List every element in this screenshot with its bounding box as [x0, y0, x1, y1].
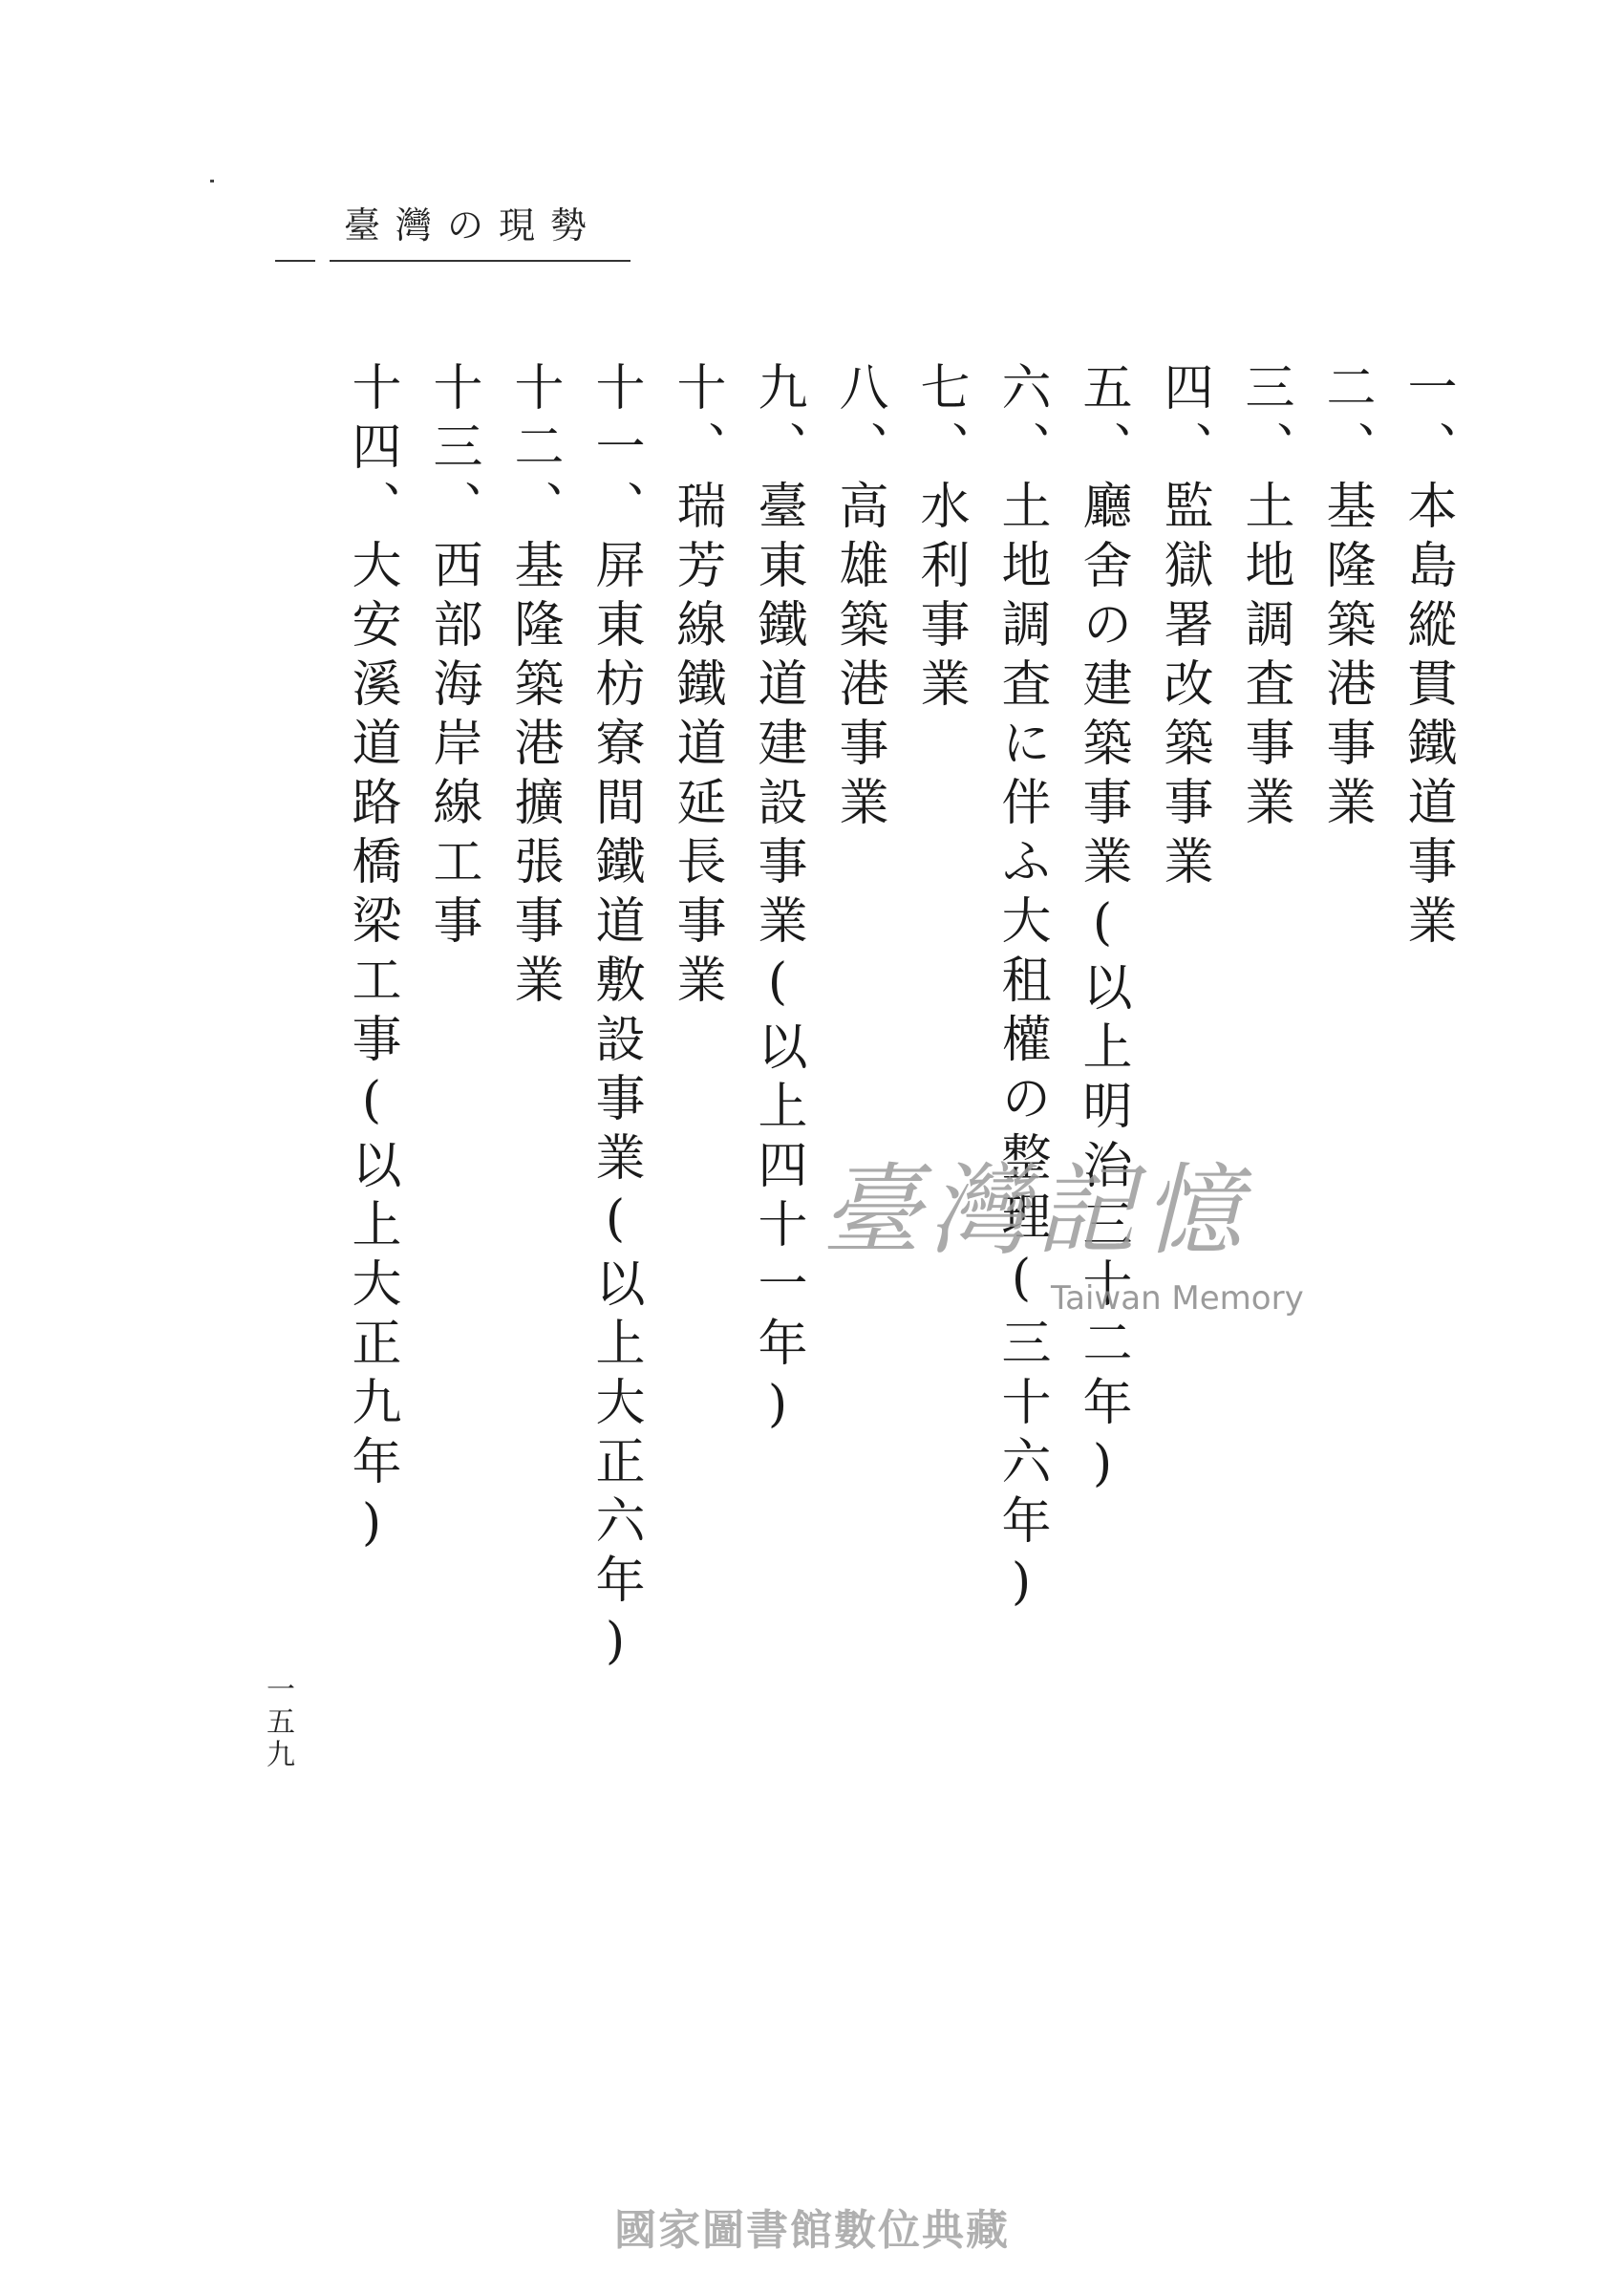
- project-item: 二、基隆築港事業: [1317, 361, 1375, 835]
- watermark-cjk-text: 臺灣記憶: [822, 1152, 1250, 1269]
- footer-credit: 國家圖書館數位典藏: [614, 2206, 1010, 2255]
- project-item: 八、高雄築港事業: [830, 361, 887, 835]
- project-item: 十三、西部海岸線工事: [424, 361, 481, 954]
- project-item: 十、瑞芳線鐵道延長事業: [668, 361, 725, 1013]
- header-rule-short: [275, 260, 315, 262]
- project-item: 六、土地調査に伴ふ大租權の整理(三十六年): [993, 361, 1050, 1620]
- page-number: 一五九: [261, 1674, 294, 1771]
- project-item: 四、監獄署改築事業: [1155, 361, 1212, 894]
- project-item: 十二、基隆築港擴張事業: [505, 361, 563, 1013]
- running-header-title: 臺灣の現勢: [343, 204, 602, 246]
- project-item: 一、本島縱貫鐵道事業: [1399, 361, 1456, 954]
- project-item: 九、臺東鐵道建設事業(以上四十一年): [749, 361, 806, 1443]
- header-rule-long: [330, 260, 630, 262]
- project-item: 十四、大安溪道路橋梁工事(以上大正九年): [343, 361, 400, 1561]
- project-item: 七、水利事業: [911, 361, 969, 717]
- project-item: 五、廳舍の建築事業(以上明治三十二年): [1074, 361, 1131, 1502]
- project-item: 十一、屏東枋寮間鐵道敷設事業(以上大正六年): [587, 361, 644, 1680]
- page-speck: [210, 180, 214, 182]
- watermark-latin-text: Taiwan Memory: [1051, 1279, 1304, 1318]
- taiwan-memory-watermark: [822, 1152, 1304, 1323]
- project-item: 三、土地調査事業: [1236, 361, 1293, 835]
